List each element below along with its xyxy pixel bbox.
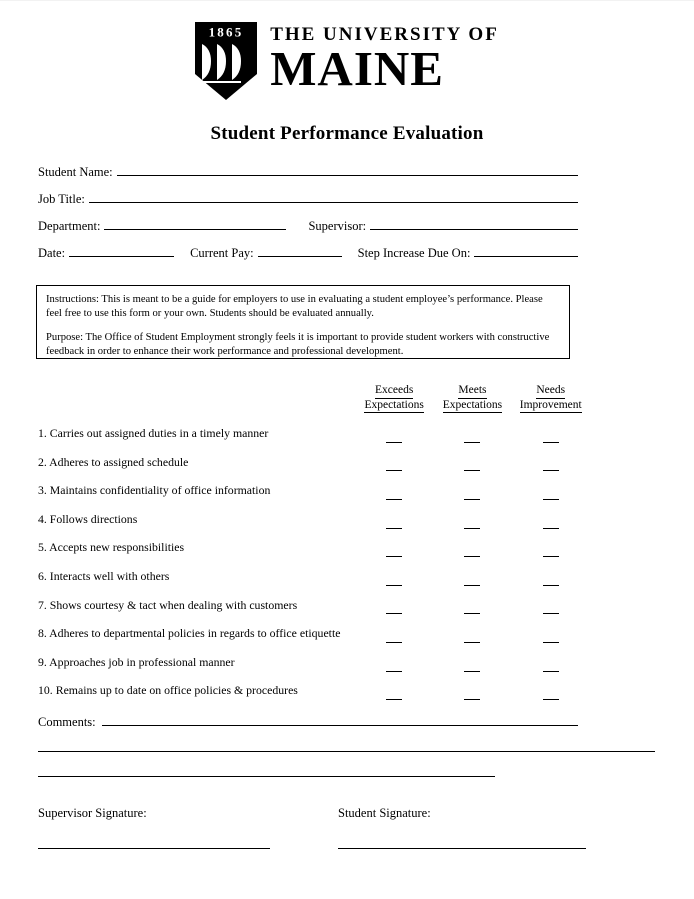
- comments-input-line-3[interactable]: [38, 775, 495, 777]
- blank-line-icon: [464, 585, 480, 586]
- blank-line-icon: [386, 585, 402, 586]
- university-logo-lockup: [195, 22, 499, 100]
- university-masthead: [0, 22, 694, 100]
- blank-line-icon: [464, 613, 480, 614]
- rating-blank-exceeds[interactable]: [355, 463, 433, 478]
- job-title-label: Job Title:: [38, 192, 85, 206]
- student-name-label: Student Name:: [38, 165, 113, 179]
- blank-line-icon: [464, 528, 480, 529]
- blank-line-icon: [464, 470, 480, 471]
- blank-line-icon: [386, 442, 402, 443]
- maine-shield-icon: [195, 22, 257, 100]
- date-label: Date:: [38, 246, 66, 260]
- blank-line-icon: [386, 642, 402, 643]
- department-input[interactable]: [104, 217, 286, 230]
- wordmark-top-line: THE UNIVERSITY OF: [270, 24, 499, 45]
- blank-line-icon: [386, 528, 402, 529]
- page-title: Student Performance Evaluation: [210, 123, 484, 144]
- field-row-student-name: [38, 163, 578, 190]
- rating-blank-meets[interactable]: [433, 663, 511, 678]
- rating-blank-needs[interactable]: [512, 577, 590, 592]
- comments-input-line-1[interactable]: [102, 712, 578, 726]
- rating-header-line2: Expectations: [443, 399, 502, 414]
- criteria-marks: [355, 491, 590, 506]
- form-fields: [38, 163, 578, 271]
- step-increase-label: Step Increase Due On:: [357, 246, 471, 260]
- rating-blank-needs[interactable]: [512, 606, 590, 621]
- criteria-marks: [355, 548, 590, 563]
- blank-line-icon: [386, 556, 402, 557]
- rating-blank-meets[interactable]: [433, 634, 511, 649]
- university-wordmark: [270, 22, 499, 96]
- rating-blank-exceeds[interactable]: [355, 663, 433, 678]
- rating-blank-needs[interactable]: [512, 663, 590, 678]
- supervisor-signature-line[interactable]: [38, 847, 270, 849]
- criteria-row: [38, 598, 590, 627]
- blank-line-icon: [543, 528, 559, 529]
- blank-line-icon: [464, 442, 480, 443]
- rating-blank-exceeds[interactable]: [355, 606, 433, 621]
- blank-line-icon: [543, 470, 559, 471]
- rating-blank-needs[interactable]: [512, 520, 590, 535]
- supervisor-input[interactable]: [370, 217, 578, 230]
- criteria-marks: [355, 463, 590, 478]
- date-input[interactable]: [69, 244, 174, 257]
- page-top-edge: [0, 0, 694, 1]
- rating-blank-exceeds[interactable]: [355, 691, 433, 706]
- blank-line-icon: [543, 671, 559, 672]
- rating-header-exceeds-expectations: [355, 384, 433, 413]
- criteria-label: 3. Maintains confidentiality of office information: [38, 483, 271, 498]
- wordmark-main-line: MAINE: [270, 41, 444, 96]
- rating-blank-exceeds[interactable]: [355, 634, 433, 649]
- supervisor-label: Supervisor:: [308, 219, 367, 233]
- student-signature-label: Student Signature:: [338, 806, 431, 820]
- rating-blank-needs[interactable]: [512, 434, 590, 449]
- comments-label: Comments:: [38, 715, 96, 729]
- rating-header-line1: Exceeds: [375, 384, 413, 399]
- blank-line-icon: [386, 470, 402, 471]
- rating-blank-exceeds[interactable]: [355, 491, 433, 506]
- rating-header-line2: Expectations: [364, 399, 423, 414]
- criteria-label: 4. Follows directions: [38, 511, 138, 526]
- comments-input-line-2[interactable]: [38, 750, 655, 752]
- criteria-row: [38, 540, 590, 569]
- criteria-label: 8. Adheres to departmental policies in regards to office etiquette: [38, 626, 341, 641]
- signatures-section: [38, 806, 638, 849]
- rating-blank-exceeds[interactable]: [355, 520, 433, 535]
- criteria-row: [38, 426, 590, 455]
- purpose-paragraph: Purpose: The Office of Student Employment strongly feels it is important to provide student workers with constructive feedback in order to enhance their work performance and professional development.: [46, 332, 550, 357]
- comments-row: [38, 712, 658, 730]
- criteria-label: 9. Approaches job in professional manner: [38, 654, 235, 669]
- rating-blank-exceeds[interactable]: [355, 577, 433, 592]
- blank-line-icon: [543, 642, 559, 643]
- criteria-marks: [355, 520, 590, 535]
- blank-line-icon: [543, 613, 559, 614]
- instructions-paragraph: Instructions: This is meant to be a guide for employers to use in evaluating a student employee’s performance. Please feel free to use this form or your own. Students should be evaluated annually.: [46, 294, 543, 319]
- blank-line-icon: [464, 556, 480, 557]
- rating-header-meets-expectations: [433, 384, 511, 413]
- criteria-marks: [355, 634, 590, 649]
- comments-section: [38, 712, 658, 777]
- rating-blank-needs[interactable]: [512, 491, 590, 506]
- blank-line-icon: [464, 699, 480, 700]
- department-label: Department:: [38, 219, 101, 233]
- rating-blank-meets[interactable]: [433, 548, 511, 563]
- blank-line-icon: [386, 613, 402, 614]
- student-signature-block: [338, 806, 638, 849]
- rating-blank-meets[interactable]: [433, 691, 511, 706]
- blank-line-icon: [464, 499, 480, 500]
- blank-line-icon: [386, 699, 402, 700]
- rating-blank-needs[interactable]: [512, 548, 590, 563]
- criteria-marks: [355, 577, 590, 592]
- criteria-marks: [355, 606, 590, 621]
- criteria-marks: [355, 691, 590, 706]
- instructions-box: [36, 285, 570, 359]
- field-row-department-supervisor: [38, 217, 578, 244]
- rating-blank-exceeds[interactable]: [355, 434, 433, 449]
- current-pay-label: Current Pay:: [190, 246, 254, 260]
- rating-header-line2: Improvement: [520, 399, 582, 414]
- criteria-row: [38, 569, 590, 598]
- criteria-row: [38, 483, 590, 512]
- rating-header-line1: Meets: [458, 384, 486, 399]
- field-row-date-pay-step: [38, 244, 578, 271]
- rating-blank-needs[interactable]: [512, 691, 590, 706]
- rating-blank-meets[interactable]: [433, 520, 511, 535]
- blank-line-icon: [543, 499, 559, 500]
- rating-header-needs-improvement: [512, 384, 590, 413]
- rating-blank-needs[interactable]: [512, 634, 590, 649]
- rating-blank-meets[interactable]: [433, 463, 511, 478]
- criteria-row: [38, 512, 590, 541]
- criteria-label: 6. Interacts well with others: [38, 568, 170, 583]
- blank-line-icon: [464, 642, 480, 643]
- current-pay-input[interactable]: [258, 244, 342, 257]
- rating-header-line1: Needs: [536, 384, 565, 399]
- field-row-job-title: [38, 190, 578, 217]
- criteria-label: 5. Accepts new responsibilities: [38, 540, 185, 555]
- criteria-row: [38, 683, 590, 712]
- criteria-marks: [355, 434, 590, 449]
- criteria-list: [38, 426, 590, 712]
- blank-line-icon: [386, 671, 402, 672]
- blank-line-icon: [543, 699, 559, 700]
- rating-blank-meets[interactable]: [433, 606, 511, 621]
- criteria-label: 10. Remains up to date on office policies & procedures: [38, 683, 298, 698]
- rating-column-headers: [355, 384, 590, 413]
- criteria-row: [38, 655, 590, 684]
- criteria-label: 7. Shows courtesy & tact when dealing with customers: [38, 597, 298, 612]
- criteria-row: [38, 455, 590, 484]
- criteria-label: 2. Adheres to assigned schedule: [38, 454, 189, 469]
- criteria-row: [38, 626, 590, 655]
- blank-line-icon: [464, 671, 480, 672]
- blank-line-icon: [543, 585, 559, 586]
- svg-text:1865: 1865: [208, 24, 244, 40]
- rating-blank-meets[interactable]: [433, 491, 511, 506]
- blank-line-icon: [543, 442, 559, 443]
- rating-blank-meets[interactable]: [433, 577, 511, 592]
- supervisor-signature-label: Supervisor Signature:: [38, 806, 147, 820]
- student-signature-line[interactable]: [338, 847, 586, 849]
- rating-blank-needs[interactable]: [512, 463, 590, 478]
- rating-blank-meets[interactable]: [433, 434, 511, 449]
- supervisor-signature-block: [38, 806, 338, 849]
- rating-blank-exceeds[interactable]: [355, 548, 433, 563]
- job-title-input[interactable]: [89, 190, 578, 203]
- criteria-marks: [355, 663, 590, 678]
- criteria-label: 1. Carries out assigned duties in a timely manner: [38, 426, 269, 440]
- student-name-input[interactable]: [117, 163, 578, 176]
- step-increase-input[interactable]: [474, 244, 578, 257]
- blank-line-icon: [543, 556, 559, 557]
- blank-line-icon: [386, 499, 402, 500]
